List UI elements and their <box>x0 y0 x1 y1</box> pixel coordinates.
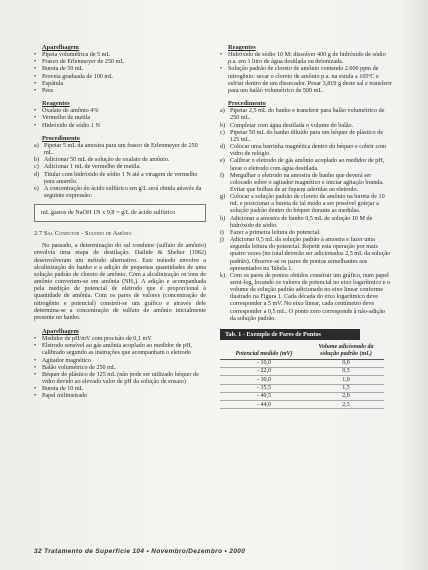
list-item: k) Com os pares de pontos obtidos construir um gráfico, num papel semi-log, locando os valores de potencial no eixo logarítmico e o volume da solução padrão adicionado no eixo linear conforme ilustrado na Figura 1. Cada década do eixo logarítmico deve corresponder a 5 mV. No eixo linear, cada centímetro deve corresponder a 0,5 mL. O ponto zero corresponde à não-adição da solução padrão. <box>220 272 391 322</box>
data-table <box>220 343 384 409</box>
list-item: • Espátula <box>34 81 206 88</box>
list-item: d) Colocar uma barrinha magnética dentro do béquer e cobrir com vidro de relógio. <box>220 144 387 158</box>
list-item: • Frasco de Erlenmeyer de 250 mL <box>34 59 206 66</box>
list-item: e) Calibrar o eletrodo de gás amônio acoplado ao medidor de pH, lavar o eletrodo com água destilada. <box>220 158 385 172</box>
list-item: b) Completar com água destilada o volume do balão. <box>220 122 354 129</box>
list-item: • Papel milimetrado <box>34 393 206 400</box>
list-item: i) Fazer a primeira leitura do potencial. <box>220 229 321 236</box>
list-item: • Bureta de 50 mL <box>34 66 206 73</box>
table-row: - 22,0 0,5 <box>220 367 384 375</box>
list-item: a) Pipetar 2,5 mL do banho e transferir para balão volumétrico de 250 mL. <box>220 108 385 122</box>
page-footer: 32 Tratamento de Superfície 104 • Novembro/Dezembro • 2000 <box>34 548 246 555</box>
list-item: c) Pipetar 50 mL do banho diluído para um béquer de plástico de 125 mL. <box>220 129 384 143</box>
procedimento-heading-2: Procedimento <box>228 100 266 108</box>
right-column <box>220 44 392 409</box>
list-item: • Balão volumétrico de 250 mL <box>34 365 206 372</box>
table-header-potential: Potencial medido (mV) <box>220 343 308 359</box>
scan-edge-shadow <box>400 0 428 570</box>
list-item: • Pera <box>34 88 206 95</box>
list-item: • Pipeta volumétrica de 5 mL <box>34 52 206 59</box>
table-row: - 40,5 2,0 <box>220 392 384 400</box>
procedimento-list-2 <box>220 108 392 323</box>
list-item: • Agitador magnético <box>34 358 206 365</box>
formula-box: mL gastos de NaOH 1N x 9,8 = g/L de ácido sulfúrico <box>34 204 206 222</box>
aparelhagem-list-1 <box>34 52 206 95</box>
reagentes-list-1 <box>34 108 206 129</box>
list-item: g) Colocar a solução padrão de cloreto de amônio na bureta de 10 mL e posicionar a bureta de tal modo a ser possível gotejar a solução padrão dentro do béquer durante as medidas. <box>220 194 385 215</box>
body-paragraph: No passado, a determinação do sal condutor (sulfato de amônio) envolvia uma etapa de destilação. Dailide & Shelter (1982) desenvolveram um método alternativo. Este método envolve a alcalinização do banho e a adição de pequenas quantidades de uma solução padrão de cloreto de amônio. Com a alcalinização os íons de amônio convertem-se em amônia (NH₃). A adição e acompanhada pela medição de potencial de eletrodo que é proporcional à quantidade de amônia. Com os pares de valores (concentração de nitrogênio e potencial) constrói-se um gráfico e através dele determina-se a concentração de sulfato de amônio inicialmente presente no banho. <box>34 243 206 321</box>
aparelhagem-list-2 <box>34 336 206 400</box>
table-title: Tab. 1 - Exemplo de Pares de Pontos <box>220 329 360 340</box>
list-item: • Eletrodo sensível ao gás amônia acoplado ao medidor de pH, calibrado segundo as instruções que acompanham o eletrodo <box>34 343 206 357</box>
table-row: - 10,0 0,0 <box>220 359 384 367</box>
left-column <box>34 44 206 406</box>
list-item: • Hidróxido de sódio 1 N <box>34 123 206 130</box>
list-item: • Hidróxido de sódio 10 M: dissolver 400 g de hidróxido de sódio p.a. em 1 litro de água destilada ou deionizada. <box>220 52 392 66</box>
list-item: d) Titular com hidróxido de sódio 1 N até a viragem de vermelho para amarelo. <box>34 171 198 185</box>
list-item: • Bureta de 10 mL <box>34 386 206 393</box>
list-item: h) Adicionar a amostra de banho 0,5 mL de solução 10 M de hidróxido de sódio. <box>220 215 373 229</box>
procedimento-heading-1: Procedimento <box>42 134 80 142</box>
aparelhagem-heading-2: Aparelhagem <box>42 328 79 335</box>
list-item: • Vermelho de metila <box>34 115 206 122</box>
table-row: - 30,0 1,0 <box>220 376 384 384</box>
list-item: c) Adicionar 1 mL de vermelho de metila. <box>34 164 141 171</box>
list-item: • Béquer de plástico de 125 mL (não pode ser utilizado béquer de vidro devido ao elevado valor de pH da solução de ensaio) <box>34 372 206 386</box>
table-header-volume: Volume adicionado da solução padrão (mL) <box>308 343 384 359</box>
reagentes-heading-1: Reagentes <box>42 100 70 108</box>
list-item: • Proveta graduada de 100 mL <box>34 74 206 81</box>
list-item: b) Adicionar 50 mL de solução de oxalato de amônio. <box>34 157 170 164</box>
list-item: j) Adicionar 0,5 mL da solução padrão à amostra e fazer uma segunda leitura do potencial. Repetir esta operação por mais quatro vezes (no total deverão ser adicionados 2,5 mL da solução padrão). Observe-se os pares de pontos semelhantes aos apresentados na Tabela 1. <box>220 237 391 272</box>
reagentes-heading-2: Reagentes <box>228 44 256 51</box>
list-item: • Medidor de pH/mV com precisão de 0,1 mV <box>34 336 206 343</box>
procedimento-list-1 <box>34 143 206 200</box>
list-item: e) A concentração do ácido sulfúrico em g/L será obtida através da seguinte expressão: <box>34 185 202 199</box>
table-row: - 35,5 1,5 <box>220 384 384 392</box>
list-item: • Solução padrão de cloreto de amônio contendo 2.000 ppm de nitrogênio: secar o cloreto de amônio p.a. na estufa a 105ºC e esfriar dentro de um dissecador. Pesar 3,819 g deste sal e transferir para um balão volumétrico de 500 mL. <box>220 66 392 95</box>
section-title: 2.7 Sal Condutor - Sulfato de Amônio <box>34 230 132 238</box>
reagentes-list-2 <box>220 52 392 95</box>
list-item: f) Mergulhar o eletrodo na amostra de banho que deverá ser colocado sobre o agitador magnético e iniciar agitação branda. Evitar que bolhas de ar fiquem aderidas ao eletrodo. <box>220 172 384 193</box>
list-item: a) Pipetar 5 mL da amostra para um frasco de Erlenmeyer de 250 mL. <box>34 142 198 157</box>
table-row: - 44,0 2,5 <box>220 401 384 409</box>
list-item: • Oxalato de amônio 4% <box>34 108 206 115</box>
aparelhagem-heading-1: Aparelhagem <box>42 44 79 51</box>
